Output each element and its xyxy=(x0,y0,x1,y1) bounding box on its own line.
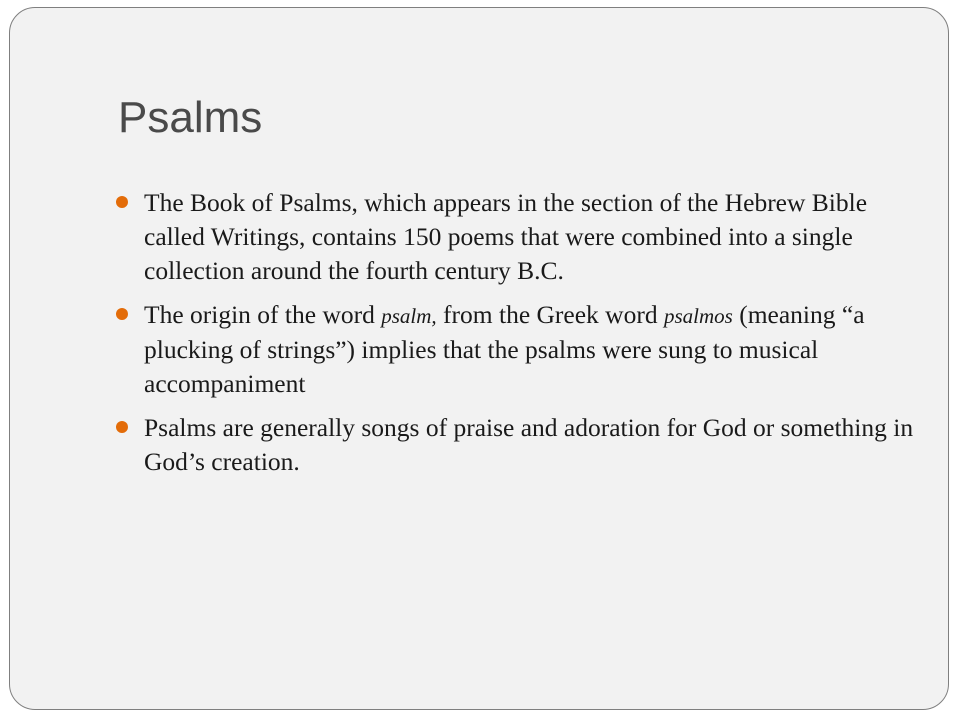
bullet-text: Psalms are generally songs of praise and adoration for God or something in God’s creation. xyxy=(144,413,914,476)
bullet-dot-icon xyxy=(116,421,128,433)
bullet-list xyxy=(116,186,916,489)
emphasized-word: psalm, xyxy=(381,304,437,328)
bullet-dot-icon xyxy=(116,308,128,320)
bullet-item xyxy=(116,298,916,401)
slide-title: Psalms xyxy=(118,93,263,142)
slide xyxy=(9,7,949,710)
bullet-item xyxy=(116,186,916,288)
emphasized-word: psalmos xyxy=(663,304,733,328)
bullet-text-part: The origin of the word xyxy=(144,300,382,329)
bullet-text-part: (meaning “a plucking of strings”) implies that the psalms were sung to musical accompaniment xyxy=(144,300,865,398)
bullet-text-part: from the Greek word xyxy=(436,300,664,329)
bullet-item xyxy=(116,411,916,479)
bullet-text: The Book of Psalms, which appears in the section of the Hebrew Bible called Writings, contains 150 poems that were combined into a single collection around the fourth century B.C. xyxy=(144,188,868,285)
bullet-dot-icon xyxy=(116,196,128,208)
